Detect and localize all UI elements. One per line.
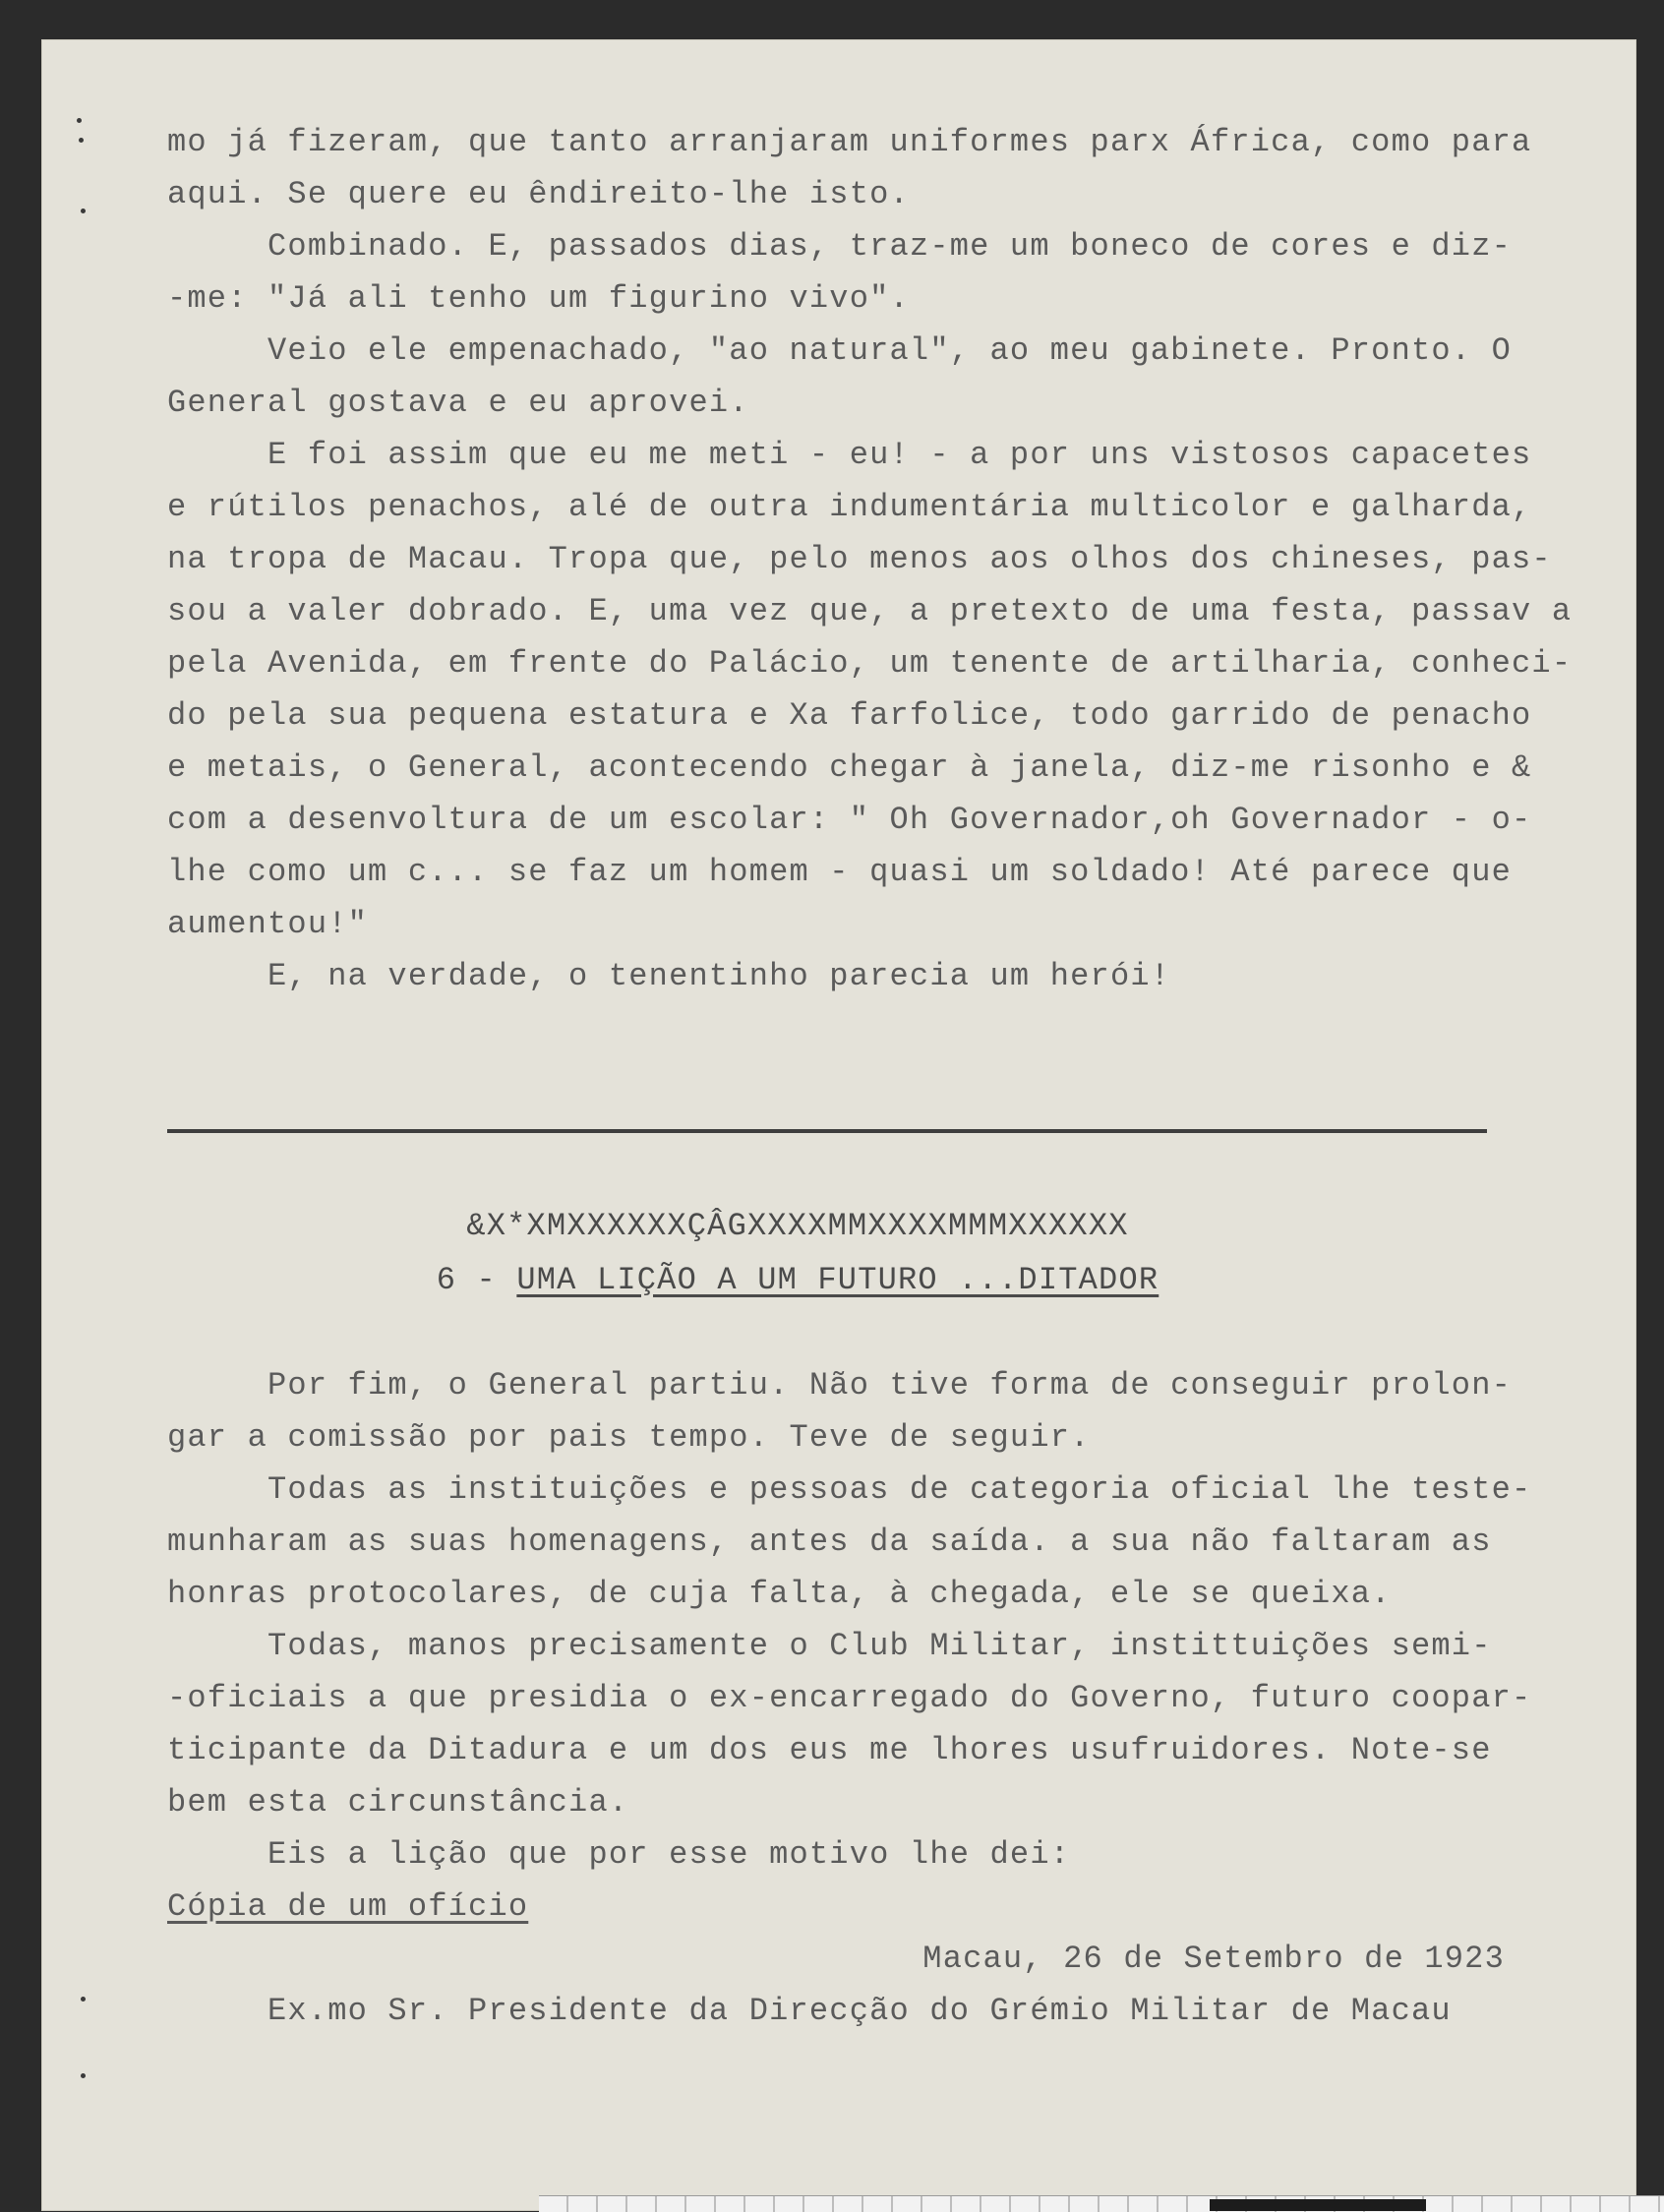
text-line: gar a comissão por pais tempo. Teve de seguir. <box>167 1419 1091 1456</box>
text-line: e rútilos penachos, alé de outra indumentária multicolor e galharda, <box>167 489 1532 525</box>
text-line: -oficiais a que presidia o ex-encarregado do Governo, futuro coopar- <box>167 1680 1532 1716</box>
body-text-block-1 <box>167 116 1573 1002</box>
text-line: aumentou!" <box>167 906 369 942</box>
section-heading <box>0 1262 1595 1298</box>
copy-title: Cópia de um ofício <box>167 1888 529 1925</box>
text-line: sou a valer dobrado. E, uma vez que, a pretexto de uma festa, passav a <box>167 593 1573 629</box>
text-line: honras protocolares, de cuja falta, à chegada, ele se queixa. <box>167 1576 1392 1612</box>
text-line: ticipante da Ditadura e um dos eus me lhores usufruidores. Note-se <box>167 1732 1492 1768</box>
text-line: Combinado. E, passados dias, traz-me um boneco de cores e diz- <box>167 228 1513 265</box>
section-divider <box>167 1129 1487 1133</box>
text-line: pela Avenida, em frente do Palácio, um tenente de artilharia, conheci- <box>167 645 1573 682</box>
binding-hole <box>81 2073 86 2078</box>
text-line: Eis a lição que por esse motivo lhe dei: <box>167 1836 1071 1873</box>
text-line: e metais, o General, acontecendo chegar à janela, diz-me risonho e & <box>167 749 1532 786</box>
text-line: do pela sua pequena estatura e Xa farfolice, todo garrido de penacho <box>167 697 1532 734</box>
binding-hole <box>79 138 84 143</box>
heading-title: UMA LIÇÃO A UM FUTURO ...DITADOR <box>516 1262 1159 1298</box>
date-line: Macau, 26 de Setembro de 1923 <box>922 1941 1505 1977</box>
text-line: E foi assim que eu me meti - eu! - a por uns vistosos capacetes <box>167 437 1532 473</box>
text-line: bem esta circunstância. <box>167 1784 629 1821</box>
scale-ruler <box>539 2195 1664 2212</box>
text-line: com a desenvoltura de um escolar: " Oh Governador,oh Governador - o- <box>167 802 1532 838</box>
binding-hole <box>77 118 82 123</box>
text-line: Por fim, o General partiu. Não tive forma de conseguir prolon- <box>167 1367 1513 1404</box>
text-line: E, na verdade, o tenentinho parecia um herói! <box>167 958 1171 994</box>
text-line: mo já fizeram, que tanto arranjaram uniformes parx África, como para <box>167 124 1532 160</box>
struck-out-heading: &X*XMXXXXXXÇÂGXXXXMMXXXXMMMXXXXXX <box>466 1208 1129 1244</box>
text-line: Todas, manos precisamente o Club Militar, instittuições semi- <box>167 1628 1492 1664</box>
address-line: Ex.mo Sr. Presidente da Direcção do Grémio Militar de Macau <box>167 1993 1452 2029</box>
text-line: na tropa de Macau. Tropa que, pelo menos aos olhos dos chineses, pas- <box>167 541 1552 577</box>
text-line: Todas as instituições e pessoas de categoria oficial lhe teste- <box>167 1471 1532 1508</box>
color-scale-bar <box>1210 2199 1426 2211</box>
text-line: -me: "Já ali tenho um figurino vivo". <box>167 280 910 317</box>
text-line: aqui. Se quere eu êndireito-lhe isto. <box>167 176 910 212</box>
binding-hole <box>81 209 86 213</box>
heading-number: 6 - <box>436 1262 517 1298</box>
text-line: lhe como um c... se faz um homem - quasi um soldado! Até parece que <box>167 854 1513 890</box>
text-line: Veio ele empenachado, "ao natural", ao meu gabinete. Pronto. O <box>167 332 1513 369</box>
text-line: munharam as suas homenagens, antes da saída. a sua não faltaram as <box>167 1524 1492 1560</box>
text-line: General gostava e eu aprovei. <box>167 385 749 421</box>
binding-hole <box>81 1997 86 2002</box>
body-text-block-2 <box>167 1359 1564 2037</box>
